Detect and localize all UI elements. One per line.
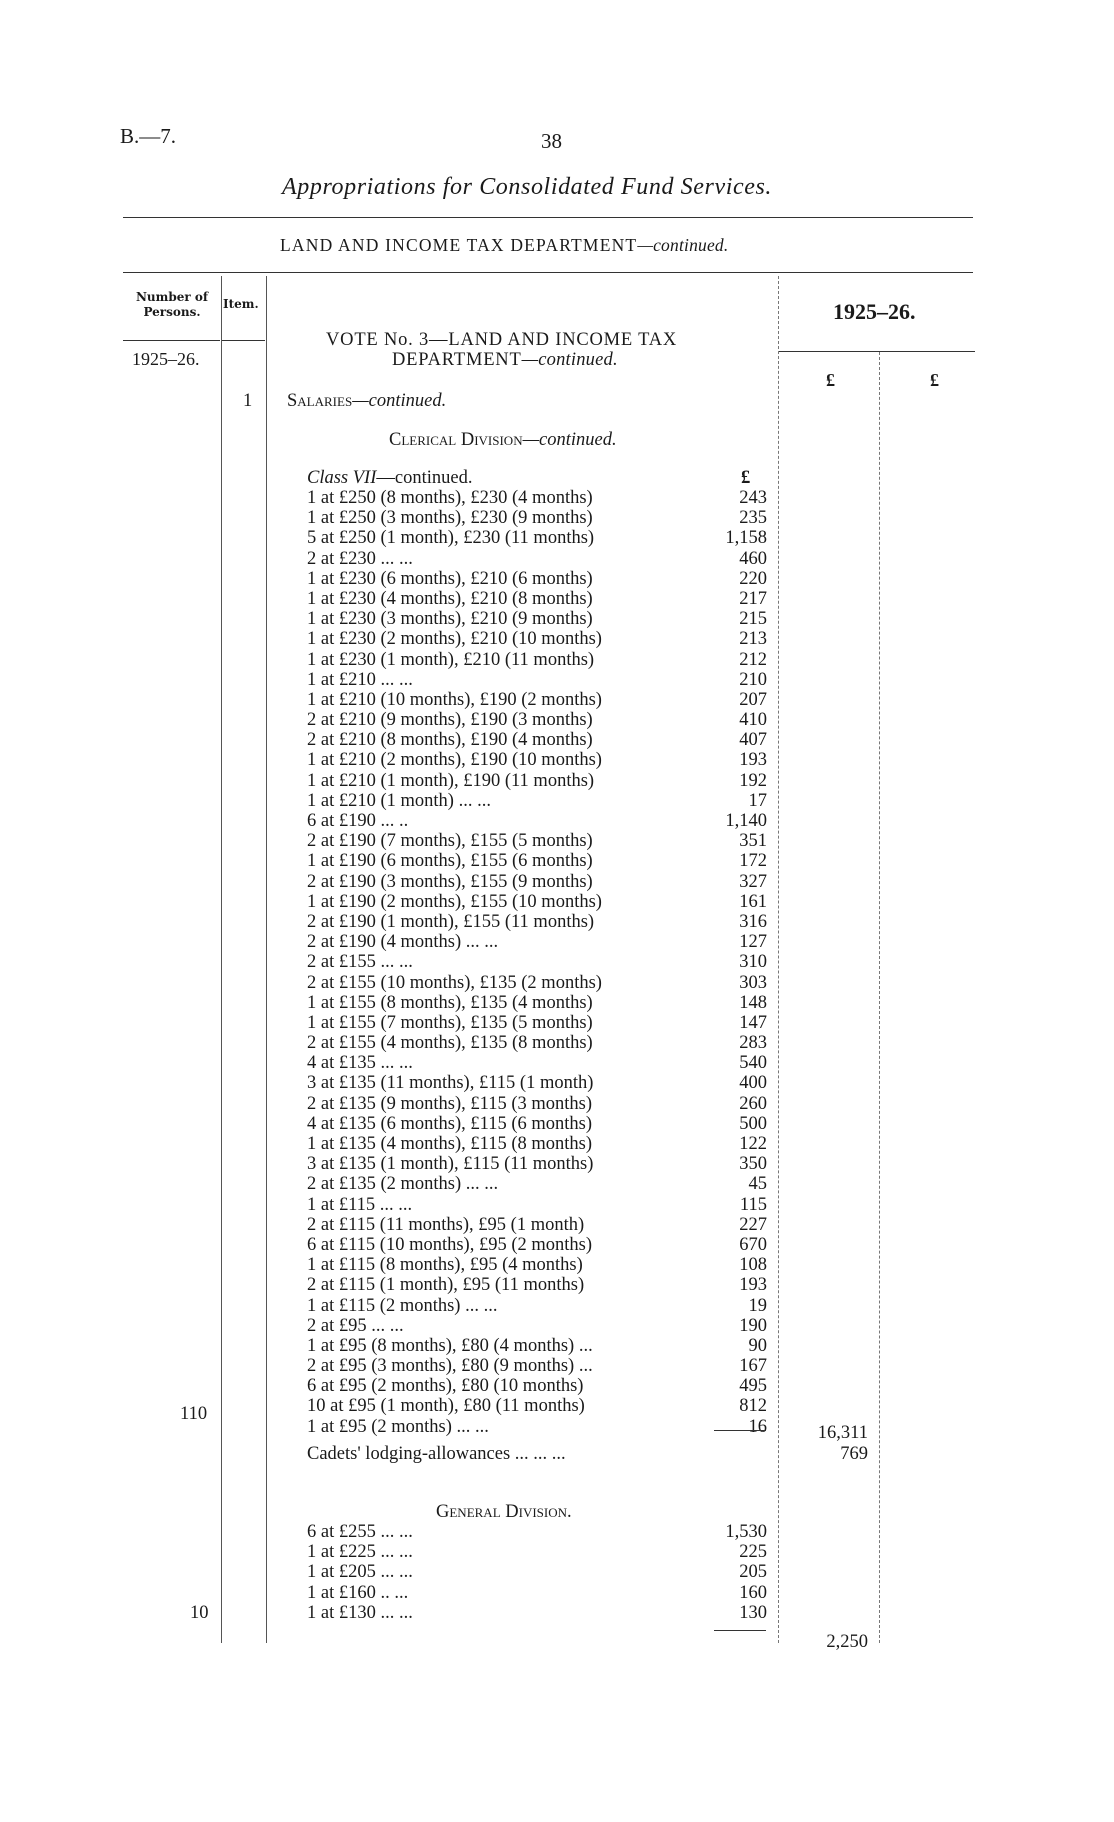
vote-heading-line2 [392, 350, 618, 371]
salary-row [307, 973, 767, 993]
salary-row [307, 549, 767, 569]
salary-amount: 45 [748, 1174, 767, 1195]
salary-description: 1 at £225 ... ... [307, 1542, 413, 1563]
salary-amount: 540 [739, 1053, 767, 1074]
salary-description: 2 at £135 (2 months) ... ... [307, 1174, 499, 1195]
salary-row [307, 1013, 767, 1033]
salary-description: 1 at £205 ... ... [307, 1562, 413, 1583]
salary-amount: 19 [748, 1295, 767, 1316]
salary-amount: 122 [739, 1134, 767, 1154]
salary-description: 3 at £135 (1 month), £115 (11 months) [307, 1154, 594, 1175]
salary-description: 1 at £190 (6 months), £155 (6 months) [307, 851, 593, 872]
salary-row [307, 1235, 767, 1255]
salary-amount: 260 [739, 1093, 767, 1114]
document-reference: B.—7. [120, 124, 177, 148]
page-number: 38 [541, 129, 562, 153]
salary-row [307, 1396, 767, 1416]
class-pound-sign: £ [741, 468, 751, 488]
salary-description: 4 at £135 ... ... [307, 1053, 413, 1074]
salary-amount: 161 [739, 891, 767, 912]
general-salary-list [307, 1522, 767, 1623]
salary-description: 1 at £230 (4 months), £210 (8 months) [307, 588, 593, 609]
salary-description: 1 at £115 (2 months) ... ... [307, 1295, 498, 1316]
salary-row [307, 872, 767, 892]
salary-row [307, 1114, 767, 1134]
salary-amount: 108 [739, 1255, 767, 1276]
salary-description: 2 at £190 (3 months), £155 (9 months) [307, 871, 593, 892]
department-name: LAND AND INCOME TAX DEPARTMENT [280, 235, 638, 255]
salary-amount: 115 [739, 1194, 767, 1215]
salary-description: 10 at £95 (1 month), £80 (11 months) [307, 1396, 585, 1417]
salary-description: 1 at £250 (8 months), £230 (4 months) [307, 488, 593, 508]
salary-description: 1 at £115 (8 months), £95 (4 months) [307, 1255, 583, 1276]
salary-description: 2 at £190 (4 months) ... ... [307, 932, 499, 953]
clerical-division-label: Clerical Division [389, 430, 523, 450]
vote-continued: —continued. [521, 350, 618, 370]
salary-row [307, 1154, 767, 1174]
salary-description: 1 at £95 (8 months), £80 (4 months) ... [307, 1335, 593, 1356]
salary-amount: 207 [739, 689, 767, 710]
amount-column-divider [778, 276, 779, 1643]
salary-row [307, 650, 767, 670]
salary-amount: 283 [739, 1033, 767, 1054]
salary-row [307, 912, 767, 932]
salary-row [307, 1336, 767, 1356]
salary-amount: 192 [739, 770, 767, 791]
salary-amount: 217 [739, 588, 767, 609]
salary-row [307, 993, 767, 1013]
salary-row [307, 1542, 767, 1562]
salary-description: 5 at £250 (1 month), £230 (11 months) [307, 528, 595, 549]
salary-row [307, 750, 767, 770]
salary-description: 6 at £95 (2 months), £80 (10 months) [307, 1376, 584, 1397]
salary-row [307, 1073, 767, 1093]
salary-row [307, 1174, 767, 1194]
persons-header-rule [123, 340, 220, 341]
salary-description: 1 at £210 (1 month) ... ... [307, 790, 491, 811]
item-column-divider [266, 276, 267, 1643]
salary-amount: 351 [739, 831, 767, 852]
salary-row [307, 710, 767, 730]
salary-amount: 350 [739, 1154, 767, 1175]
salary-row [307, 892, 767, 912]
salary-row [307, 1316, 767, 1336]
salary-row [307, 690, 767, 710]
salary-amount: 235 [739, 508, 767, 529]
salary-description: 2 at £190 (1 month), £155 (11 months) [307, 911, 595, 932]
salary-description: 2 at £115 (1 month), £95 (11 months) [307, 1275, 585, 1296]
salary-row [307, 932, 767, 952]
salary-row [307, 1356, 767, 1376]
salary-description: 2 at £155 ... ... [307, 952, 413, 973]
total-column-divider [879, 352, 880, 1643]
salary-description: 2 at £115 (11 months), £95 (1 month) [307, 1214, 585, 1235]
salary-amount: 17 [748, 790, 767, 811]
salary-description: 1 at £230 (6 months), £210 (6 months) [307, 568, 593, 589]
salary-description: 2 at £155 (4 months), £135 (8 months) [307, 1033, 593, 1054]
salary-description: 1 at £155 (7 months), £135 (5 months) [307, 1012, 593, 1033]
general-persons-total: 10 [190, 1603, 209, 1623]
table-top-rule [123, 272, 973, 273]
item-column-header: Item. [223, 297, 259, 311]
clerical-total: 16,311 [817, 1423, 868, 1443]
salary-description: 1 at £160 .. ... [307, 1582, 409, 1603]
salary-amount: 220 [739, 568, 767, 589]
salary-description: 1 at £115 ... ... [307, 1194, 413, 1215]
salary-amount: 410 [739, 710, 767, 731]
salary-row [307, 1033, 767, 1053]
salary-amount: 130 [739, 1602, 767, 1623]
salary-row [307, 1094, 767, 1114]
year-header-left: 1925–26. [132, 349, 200, 369]
salary-description: 1 at £130 ... ... [307, 1602, 413, 1623]
cadets-allowance-label: Cadets' lodging-allowances ... ... ... [307, 1444, 566, 1464]
salary-row [307, 589, 767, 609]
clerical-salary-list [307, 488, 767, 1437]
salary-amount: 160 [739, 1582, 767, 1603]
department-heading [280, 235, 728, 256]
salary-row [307, 851, 767, 871]
salary-description: 1 at £250 (3 months), £230 (9 months) [307, 508, 593, 529]
pound-sign-amount: £ [826, 370, 835, 390]
vote-heading-line1: VOTE No. 3—LAND AND INCOME TAX [326, 330, 678, 350]
salary-amount: 225 [739, 1542, 767, 1563]
salary-amount: 205 [739, 1562, 767, 1583]
salary-amount: 90 [748, 1335, 767, 1356]
salary-amount: 172 [739, 851, 767, 872]
year-header-right: 1925–26. [833, 299, 916, 324]
clerical-subtotal-rule [714, 1430, 766, 1431]
salary-description: 3 at £135 (11 months), £115 (1 month) [307, 1073, 594, 1094]
salary-description: 2 at £230 ... ... [307, 548, 413, 569]
persons-column-divider [221, 276, 222, 1643]
salary-description: 2 at £190 (7 months), £155 (5 months) [307, 831, 593, 852]
salary-description: 1 at £230 (1 month), £210 (11 months) [307, 649, 595, 670]
salary-row [307, 609, 767, 629]
page-title: Appropriations for Consolidated Fund Services. [282, 174, 773, 200]
salary-amount: 1,530 [725, 1522, 767, 1542]
general-total: 2,250 [826, 1632, 868, 1652]
salary-amount: 210 [739, 669, 767, 690]
salary-row [307, 488, 767, 508]
salary-row [307, 1134, 767, 1154]
salary-amount: 812 [739, 1396, 767, 1417]
salary-row [307, 771, 767, 791]
cadets-allowance-amount: 769 [840, 1444, 868, 1464]
salary-amount: 147 [739, 1012, 767, 1033]
salary-row [307, 791, 767, 811]
clerical-persons-total: 110 [180, 1404, 208, 1424]
department-continued: —continued. [637, 235, 729, 255]
salary-amount: 243 [739, 488, 767, 508]
salary-description: 1 at £210 (1 month), £190 (11 months) [307, 770, 595, 791]
salary-amount: 407 [739, 730, 767, 751]
salary-row [307, 831, 767, 851]
salary-row [307, 811, 767, 831]
salary-row [307, 569, 767, 589]
salary-description: 2 at £135 (9 months), £115 (3 months) [307, 1093, 593, 1114]
salary-description: 1 at £155 (8 months), £135 (4 months) [307, 992, 593, 1013]
salary-amount: 127 [739, 932, 767, 953]
salary-amount: 310 [739, 952, 767, 973]
title-rule [123, 217, 973, 218]
salary-row [307, 1562, 767, 1582]
class-heading [307, 468, 472, 489]
salary-amount: 670 [739, 1234, 767, 1255]
salary-row [307, 730, 767, 750]
salary-description: 6 at £190 ... .. [307, 811, 409, 831]
salary-amount: 327 [739, 871, 767, 892]
salary-amount: 303 [739, 972, 767, 993]
salary-amount: 193 [739, 750, 767, 771]
salary-row [307, 1603, 767, 1623]
salary-description: 1 at £135 (4 months), £115 (8 months) [307, 1134, 593, 1154]
salary-row [307, 1275, 767, 1295]
salaries-continued: —continued. [352, 391, 447, 411]
salary-description: 1 at £210 ... ... [307, 669, 413, 690]
salary-amount: 495 [739, 1376, 767, 1397]
salary-description: 2 at £95 (3 months), £80 (9 months) ... [307, 1356, 593, 1377]
salary-row [307, 1583, 767, 1603]
salary-amount: 167 [739, 1356, 767, 1377]
salary-row [307, 508, 767, 528]
salary-description: 2 at £155 (10 months), £135 (2 months) [307, 972, 602, 993]
salary-row [307, 670, 767, 690]
salary-amount: 215 [739, 609, 767, 630]
salary-row [307, 952, 767, 972]
salary-amount: 500 [739, 1113, 767, 1134]
salary-row [307, 1053, 767, 1073]
salary-row [307, 1215, 767, 1235]
salary-description: 4 at £135 (6 months), £115 (6 months) [307, 1113, 593, 1134]
clerical-division-continued: —continued. [522, 430, 617, 450]
salary-amount: 190 [739, 1315, 767, 1336]
clerical-division-heading [389, 430, 617, 451]
salary-description: 1 at £210 (2 months), £190 (10 months) [307, 750, 602, 771]
salary-description: 6 at £115 (10 months), £95 (2 months) [307, 1234, 593, 1255]
salaries-label: Salaries [287, 391, 353, 411]
salary-amount: 316 [739, 911, 767, 932]
general-subtotal-rule [714, 1630, 766, 1631]
salary-amount: 1,140 [725, 811, 767, 831]
general-division-heading: General Division. [436, 1502, 572, 1522]
salary-amount: 148 [739, 992, 767, 1013]
salary-row [307, 1522, 767, 1542]
year-header-rule [779, 351, 975, 352]
class-label: Class VII [307, 468, 377, 488]
salary-row [307, 1255, 767, 1275]
salary-row [307, 1417, 767, 1437]
salary-description: 1 at £95 (2 months) ... ... [307, 1416, 489, 1437]
salary-description: 1 at £230 (2 months), £210 (10 months) [307, 629, 602, 650]
salary-description: 1 at £190 (2 months), £155 (10 months) [307, 891, 602, 912]
vote-department: DEPARTMENT [392, 350, 522, 370]
salary-row [307, 1195, 767, 1215]
salary-amount: 16 [748, 1416, 767, 1437]
salary-amount: 460 [739, 548, 767, 569]
salary-description: 2 at £210 (8 months), £190 (4 months) [307, 730, 593, 751]
salary-description: 2 at £210 (9 months), £190 (3 months) [307, 710, 593, 731]
salary-amount: 1,158 [725, 528, 767, 549]
salary-amount: 193 [739, 1275, 767, 1296]
salary-row [307, 528, 767, 548]
salary-amount: 212 [739, 649, 767, 670]
salary-row [307, 1296, 767, 1316]
salary-description: 1 at £210 (10 months), £190 (2 months) [307, 689, 602, 710]
item-header-rule [222, 340, 265, 341]
pound-sign-total: £ [930, 370, 939, 390]
persons-column-header: Number of Persons. [135, 290, 209, 319]
salaries-heading [287, 391, 446, 412]
salary-row [307, 1376, 767, 1396]
salary-amount: 400 [739, 1073, 767, 1094]
item-number: 1 [243, 391, 253, 411]
class-continued: —continued. [376, 468, 473, 488]
salary-description: 6 at £255 ... ... [307, 1522, 413, 1542]
salary-description: 1 at £230 (3 months), £210 (9 months) [307, 609, 593, 630]
salary-amount: 227 [739, 1214, 767, 1235]
salary-row [307, 629, 767, 649]
salary-description: 2 at £95 ... ... [307, 1315, 404, 1336]
salary-amount: 213 [739, 629, 767, 650]
